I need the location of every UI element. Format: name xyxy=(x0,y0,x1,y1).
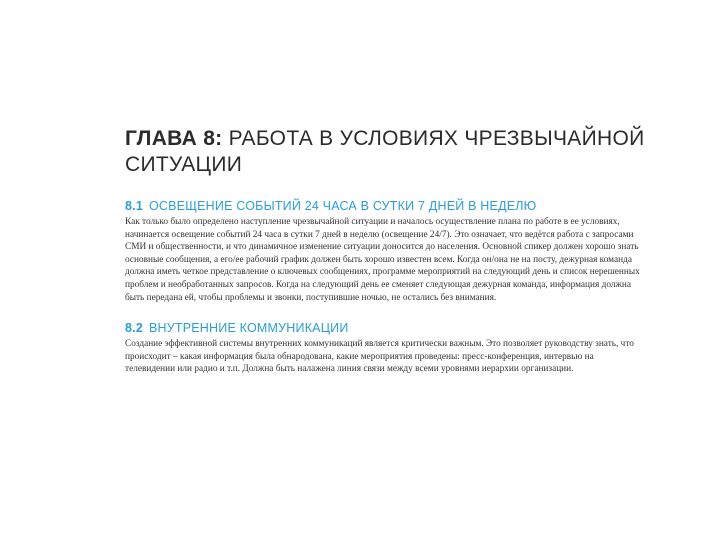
section-number: 8.2 xyxy=(125,321,143,336)
document-content xyxy=(125,126,645,376)
section-heading-8-1 xyxy=(125,198,645,214)
chapter-title-text: РАБОТА В УСЛОВИЯХ ЧРЕЗВЫЧАЙНОЙ СИТУАЦИИ xyxy=(125,127,645,176)
section-title: ОСВЕЩЕНИЕ СОБЫТИЙ 24 ЧАСА В СУТКИ 7 ДНЕЙ В НЕДЕЛЮ xyxy=(148,199,537,213)
section-number: 8.1 xyxy=(125,199,143,213)
section-heading-8-2 xyxy=(125,320,645,336)
chapter-label: ГЛАВА 8: xyxy=(125,127,223,150)
section-title: ВНУТРЕННИЕ КОММУНИКАЦИИ xyxy=(148,321,349,336)
section-body-8-2: Создание эффективной системы внутренних коммуникаций является критически важным. Это позволяет руководству знать, что происходит – какая информация была обнародована, какие мероприятия проведены: пресс-конференция, интервью на телевидении или радио и т.п. Должна быть налажена линия связи между всеми уровнями иерархии организации. xyxy=(125,339,634,375)
chapter-title xyxy=(125,126,645,178)
section-body-8-1: Как только было определено наступление чрезвычайной ситуации и началось осуществление плана по работе в ее условиях, начинается освещение событий 24 часа в сутки 7 дней в неделю (освещение 24/7). Это означает, что ведётся работа с запросами СМИ и общественности, и что динамичное изменение ситуации доносится до населения. Основной спикер должен хорошо знать основные сообщения, а его/ее рабочий график должен быть хорошо известен всем. Когда он/она не на посту, дежурная команда должна иметь четкое представление о ключевых сообщениях, программе мероприятий на следующий день и список нерешенных проблем и необработанных запросов. Когда на следующий день ее сменяет следующая дежурная команда, информация должна быть передана ей, чтобы проблемы и звонки, поступившие ночью, не остались без внимания. xyxy=(125,217,640,303)
